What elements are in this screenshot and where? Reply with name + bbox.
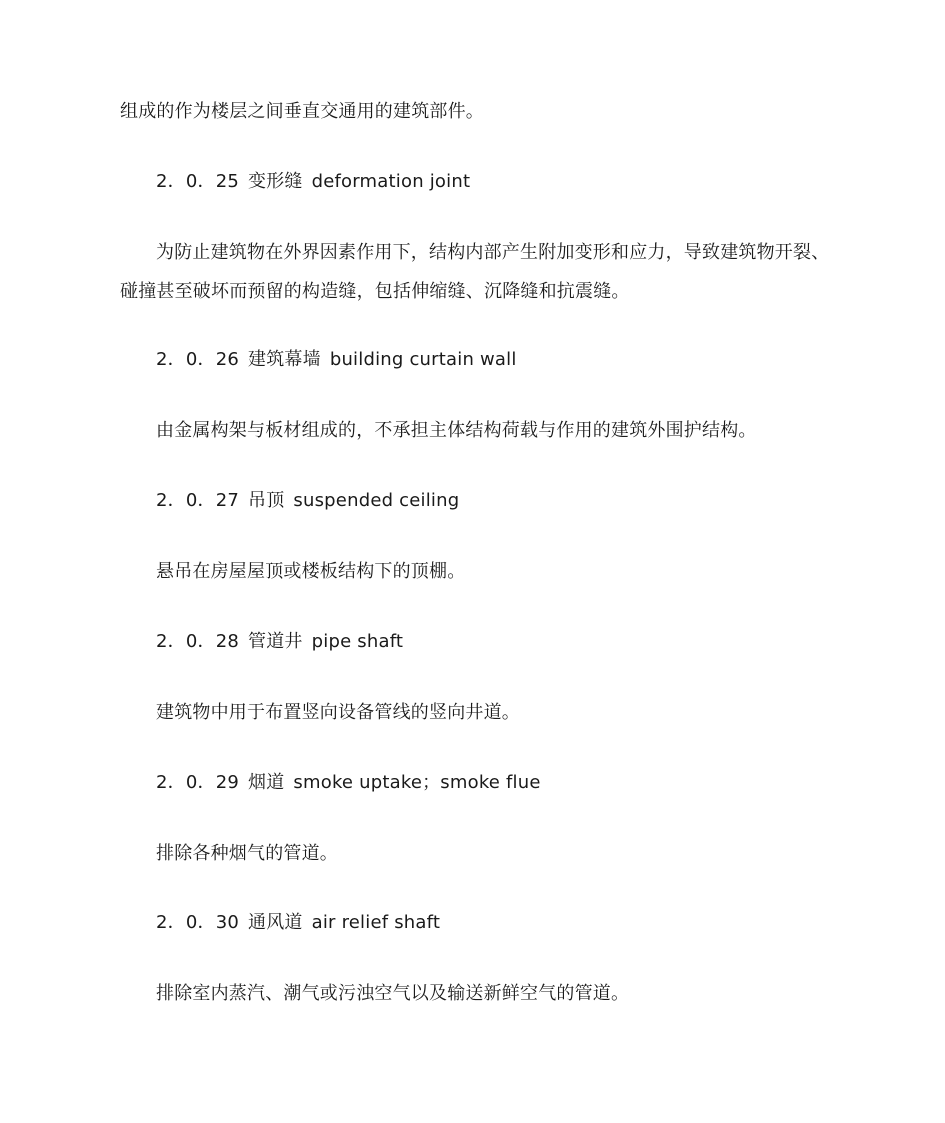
definition-line: 碰撞甚至破坏而预留的构造缝，包括伸缩缝、沉降缝和抗震缝。 [120, 281, 630, 302]
term-english: suspended ceiling [293, 490, 460, 511]
term-heading-2-0-28 [156, 630, 403, 654]
term-number: 2．0．28 [156, 631, 240, 652]
term-chinese: 变形缝 [248, 171, 303, 192]
term-heading-2-0-30 [156, 911, 440, 935]
term-english: smoke uptake；smoke flue [293, 772, 541, 793]
term-english: air relief shaft [311, 912, 441, 933]
term-heading-2-0-27 [156, 489, 459, 513]
term-english: deformation joint [311, 171, 471, 192]
term-chinese: 吊顶 [248, 490, 285, 511]
term-heading-2-0-26 [156, 348, 517, 372]
term-heading-2-0-29 [156, 771, 541, 795]
term-number: 2．0．30 [156, 912, 240, 933]
term-heading-2-0-25 [156, 170, 470, 194]
term-chinese: 管道井 [248, 631, 303, 652]
definition-line: 悬吊在房屋屋顶或楼板结构下的顶棚。 [156, 561, 466, 582]
term-english: building curtain wall [329, 349, 517, 370]
term-chinese: 建筑幕墙 [248, 349, 321, 370]
term-number: 2．0．29 [156, 772, 240, 793]
term-chinese: 烟道 [248, 772, 285, 793]
term-number: 2．0．25 [156, 171, 240, 192]
term-chinese: 通风道 [248, 912, 303, 933]
definition-line: 由金属构架与板材组成的，不承担主体结构荷载与作用的建筑外围护结构。 [156, 420, 757, 441]
definition-line: 为防止建筑物在外界因素作用下，结构内部产生附加变形和应力，导致建筑物开裂、 [156, 242, 830, 263]
definition-line: 建筑物中用于布置竖向设备管线的竖向井道。 [156, 702, 520, 723]
definition-line: 排除室内蒸汽、潮气或污浊空气以及输送新鲜空气的管道。 [156, 983, 630, 1004]
paragraph-continuation: 组成的作为楼层之间垂直交通用的建筑部件。 [120, 101, 484, 122]
term-english: pipe shaft [311, 631, 404, 652]
term-number: 2．0．27 [156, 490, 240, 511]
definition-line: 排除各种烟气的管道。 [156, 843, 338, 864]
term-number: 2．0．26 [156, 349, 240, 370]
